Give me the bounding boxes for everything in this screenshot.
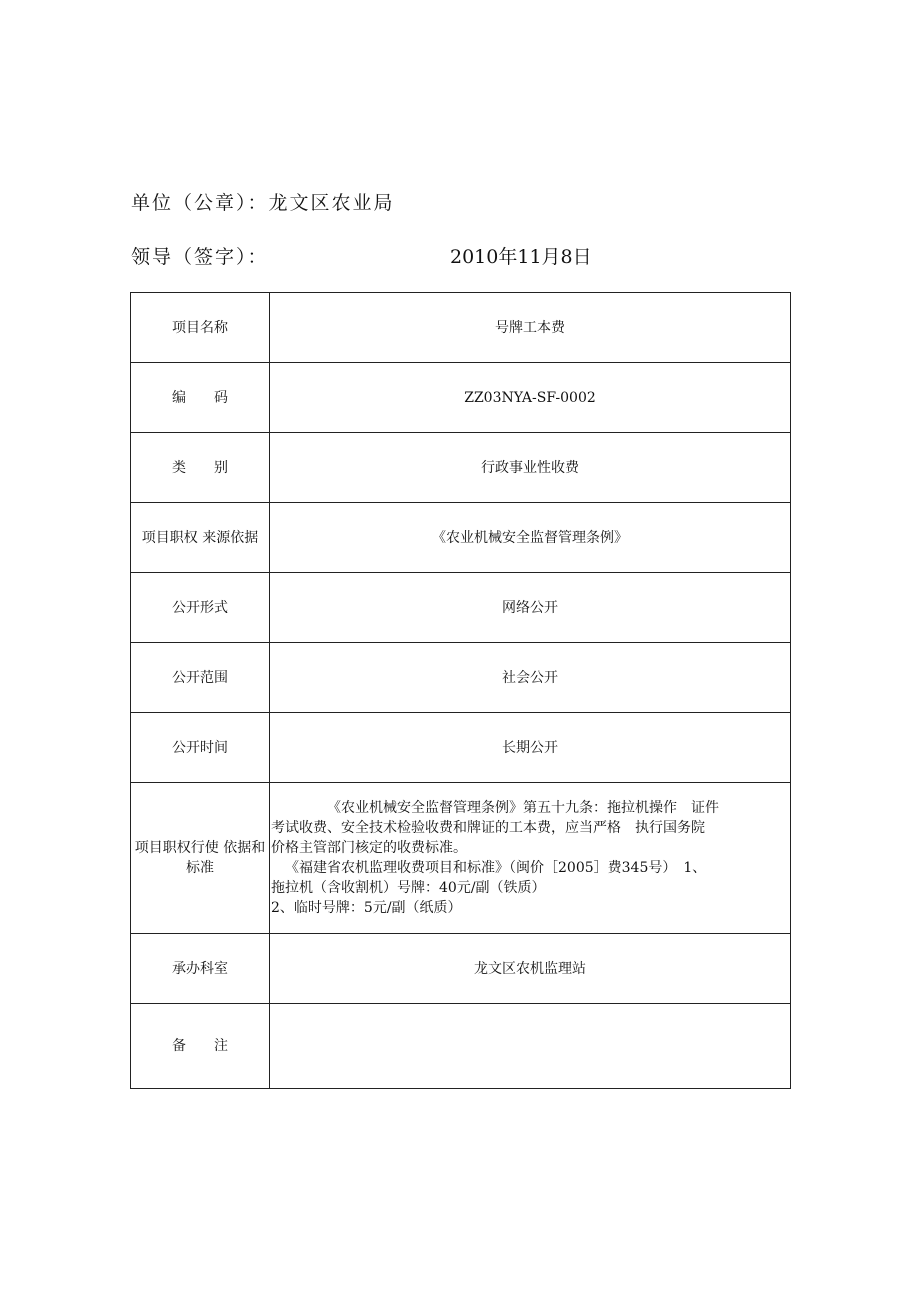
basis-text-line: 《福建省农机监理收费项目和标准》（闽价［2005］费345号） 1、 xyxy=(285,860,707,876)
code-value: ZZ03NYA-SF-0002 xyxy=(270,363,791,433)
table-row xyxy=(131,573,791,643)
remarks-value xyxy=(270,1004,791,1089)
project-name-label: 项目名称 xyxy=(131,293,270,363)
disclosure-scope-value: 社会公开 xyxy=(270,643,791,713)
disclosure-table xyxy=(130,292,791,1089)
disclosure-scope-label: 公开范围 xyxy=(131,643,270,713)
basis-text-line: 考试收费、安全技术检验收费和牌证的工本费，应当严格 执行国务院 xyxy=(271,820,705,836)
unit-seal-line: 单位（公章）：龙文区农业局 xyxy=(131,192,395,214)
table-row xyxy=(131,293,791,363)
disclosure-time-value: 长期公开 xyxy=(270,713,791,783)
disclosure-form-value: 网络公开 xyxy=(270,573,791,643)
table-row xyxy=(131,433,791,503)
category-label: 类 别 xyxy=(131,433,270,503)
basis-text-line: 《农业机械安全监督管理条例》第五十九条：拖拉机操作 证件 xyxy=(327,800,719,816)
code-label: 编 码 xyxy=(131,363,270,433)
disclosure-time-label: 公开时间 xyxy=(131,713,270,783)
category-value: 行政事业性收费 xyxy=(270,433,791,503)
table-row xyxy=(131,643,791,713)
table-row xyxy=(131,1004,791,1089)
authority-source-label: 项目职权 来源依据 xyxy=(131,503,270,573)
basis-text-line: 价格主管部门核定的收费标准。 xyxy=(271,840,467,856)
basis-standard-value xyxy=(270,783,791,934)
table-row xyxy=(131,783,791,934)
basis-standard-label: 项目职权行使 依据和标准 xyxy=(131,783,270,934)
leader-signature-line: 领导（签字）： xyxy=(131,246,269,268)
document-date: 2010年11月8日 xyxy=(450,246,592,268)
table-row xyxy=(131,363,791,433)
basis-text-line: 拖拉机（含收割机）号牌：40元/副（铁质） xyxy=(271,880,546,896)
office-value: 龙文区农机监理站 xyxy=(270,934,791,1004)
table-row xyxy=(131,713,791,783)
basis-text-line: 2、临时号牌：5元/副（纸质） xyxy=(271,900,462,916)
project-name-value: 号牌工本费 xyxy=(270,293,791,363)
table-row xyxy=(131,503,791,573)
authority-source-value: 《农业机械安全监督管理条例》 xyxy=(270,503,791,573)
table-row xyxy=(131,934,791,1004)
disclosure-form-label: 公开形式 xyxy=(131,573,270,643)
office-label: 承办科室 xyxy=(131,934,270,1004)
remarks-label: 备 注 xyxy=(131,1004,270,1089)
